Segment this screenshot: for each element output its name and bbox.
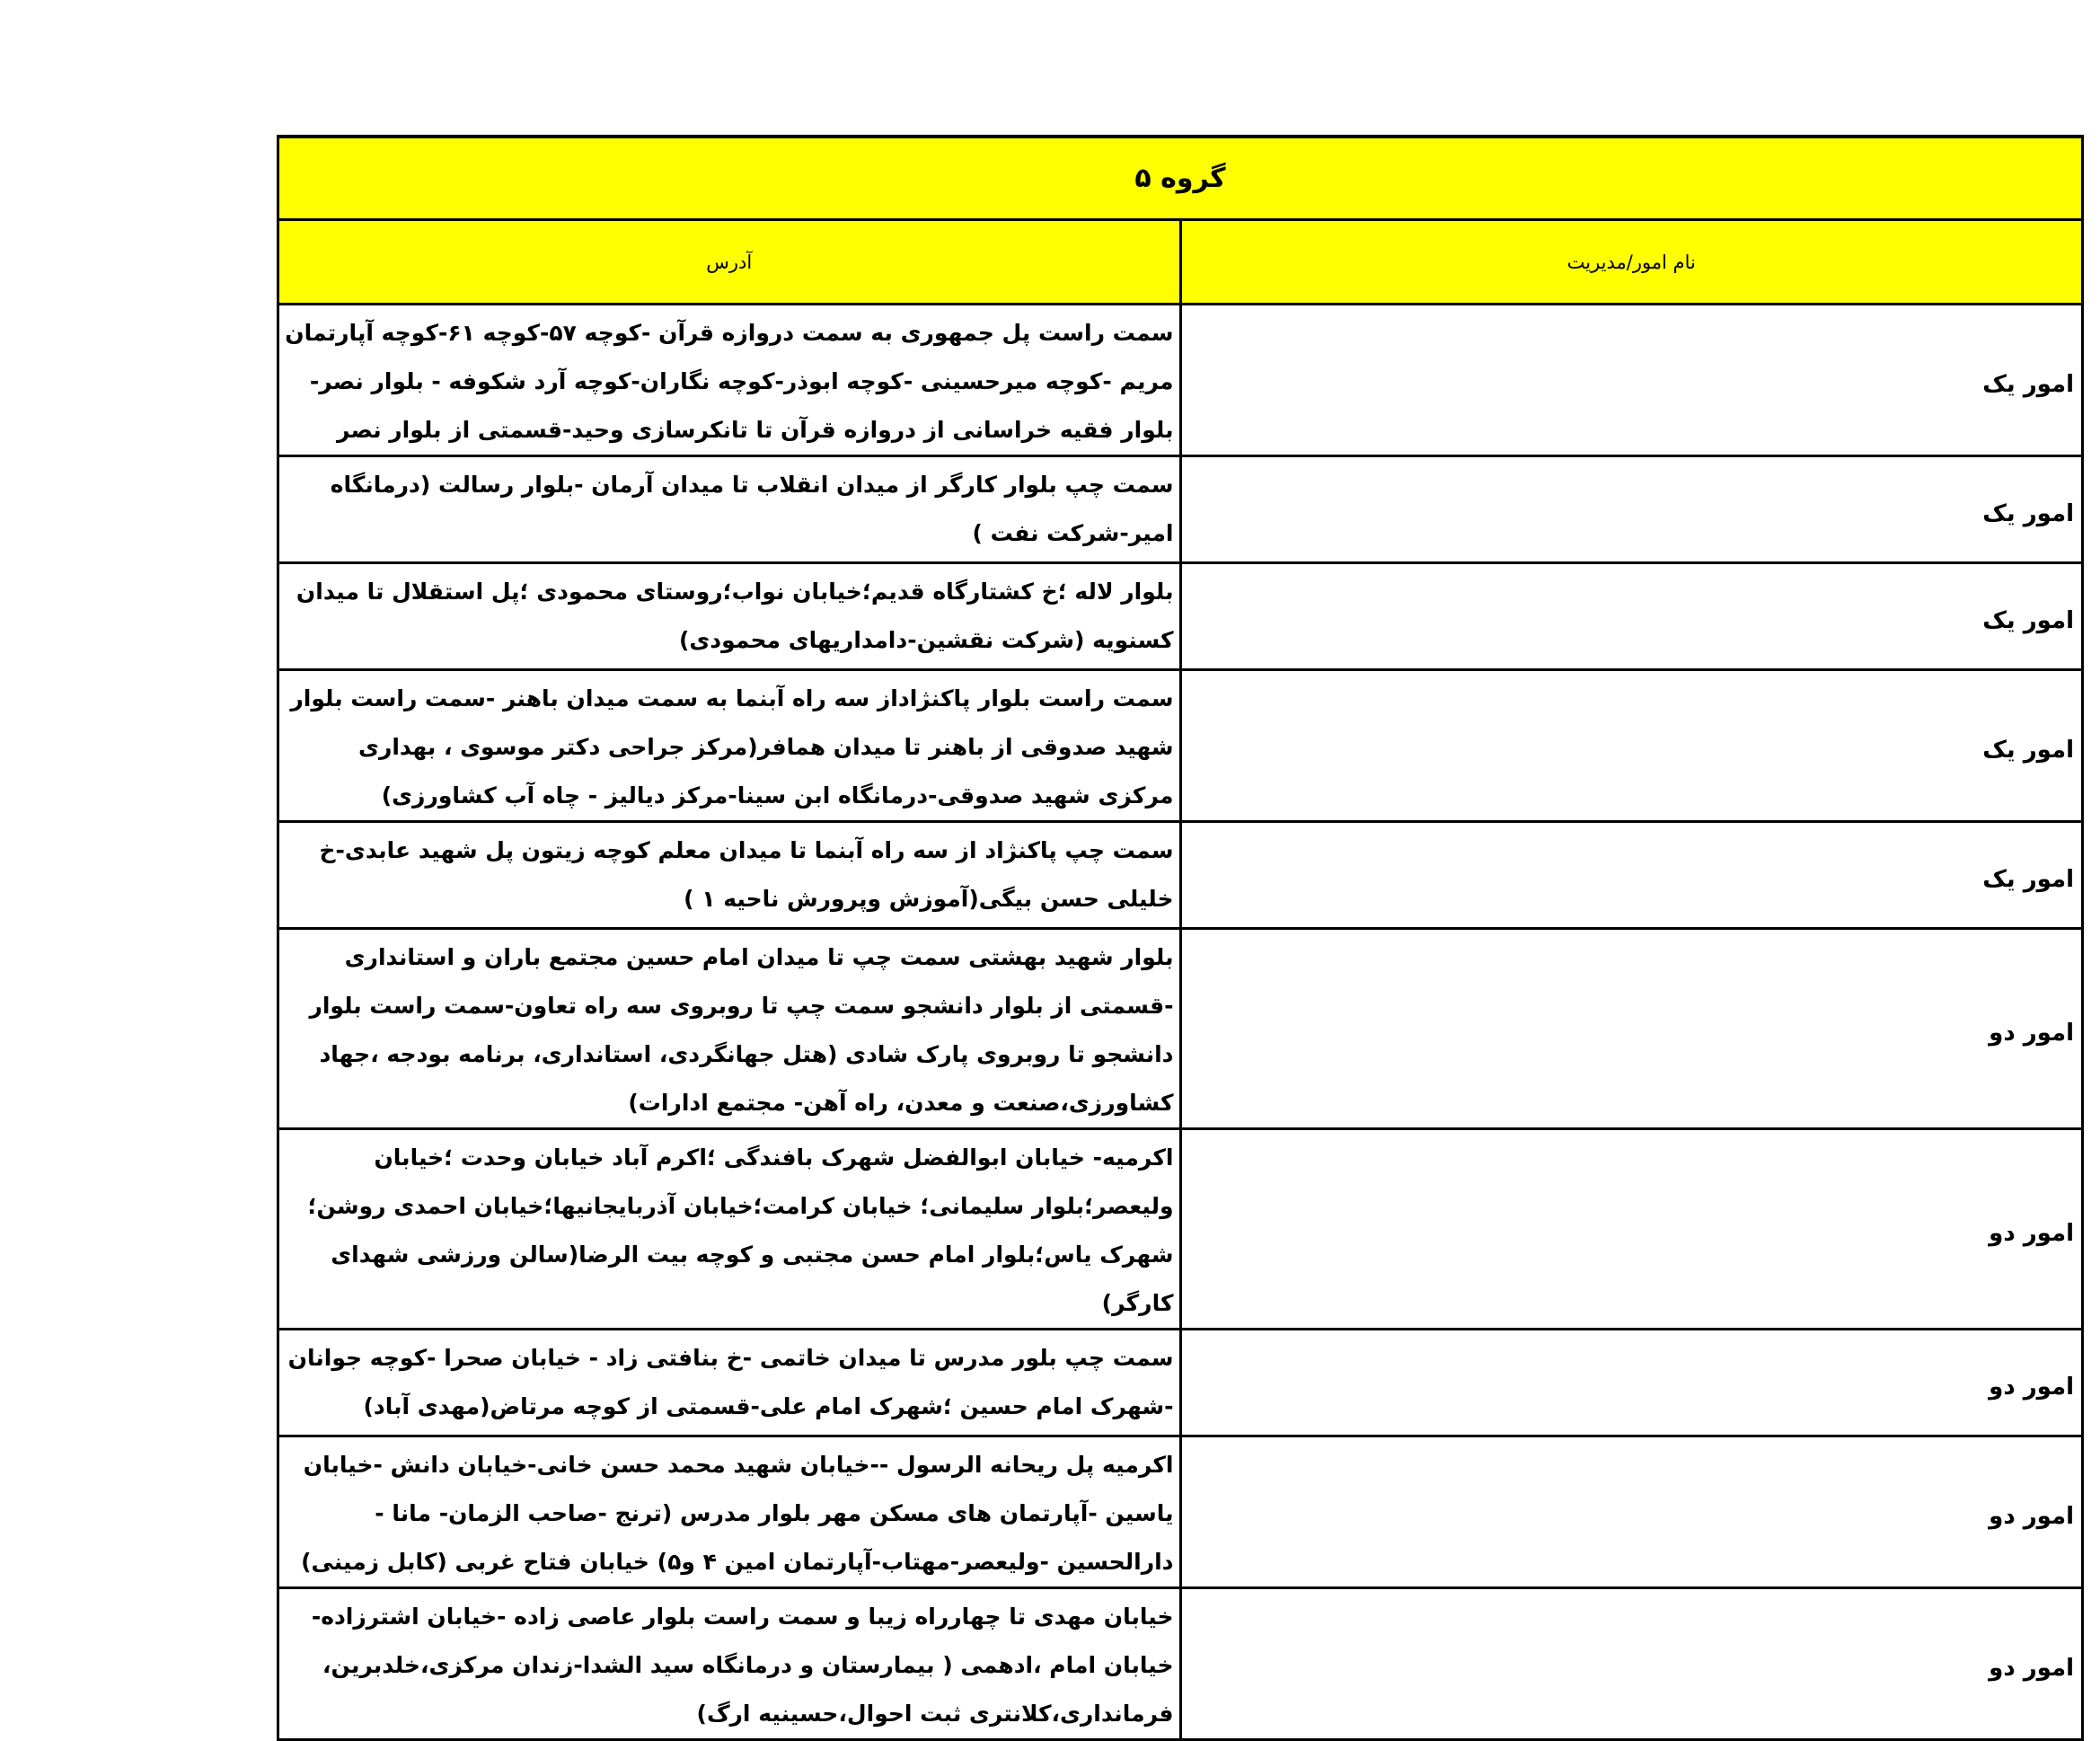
admin-cell: امور یک (1180, 456, 2083, 563)
outage-schedule-table (277, 135, 2084, 1741)
address-column-header: آدرس (278, 220, 1181, 305)
address-cell: سمت چپ بلور مدرس تا میدان خاتمی -خ بنافتی زاد - خیابان صحرا -کوچه جوانان -شهرک امام حسین ؛شهرک امام علی-قسمتی از کوچه مرتاض(مهدی آباد) (278, 1330, 1181, 1436)
admin-column-header: نام امور/مدیریت (1180, 220, 2083, 305)
table-header-row (278, 220, 2083, 305)
table-row (278, 1588, 2083, 1740)
address-cell: اکرمیه پل ریحانه الرسول --خیابان شهید محمد حسن خانی-خیابان دانش -خیابان یاسین -آپارتمان های مسکن مهر بلوار مدرس (ترنج -صاحب الزمان- مانا - دارالحسین -ولیعصر-مهتاب-آپارتمان امین ۴ و۵) خیابان فتاح غربی (کابل زمینی) (278, 1436, 1181, 1588)
table-title: گروه ۵ (278, 137, 2083, 220)
table-row (278, 456, 2083, 563)
admin-cell: امور دو (1180, 929, 2083, 1129)
address-cell: سمت راست بلوار پاکنژاداز سه راه آبنما به سمت میدان باهنر -سمت راست بلوار شهید صدوقی از باهنر تا میدان همافر(مرکز جراحی دکتر موسوی ، بهداری مرکزی شهید صدوقی-درمانگاه ابن سینا-مرکز دیالیز - چاه آب کشاورزی) (278, 670, 1181, 822)
table-row (278, 305, 2083, 456)
admin-cell: امور دو (1180, 1129, 2083, 1330)
table-row (278, 670, 2083, 822)
table-row (278, 1129, 2083, 1330)
address-cell: خیابان مهدی تا چهارراه زیبا و سمت راست بلوار عاصی زاده -خیابان اشترزاده-خیابان امام ،ادهمی ( بیمارستان و درمانگاه سید الشدا-زندان مرکزی،خلدبرین، فرمانداری،کلانتری ثبت احوال،حسینیه ارگ) (278, 1588, 1181, 1740)
admin-cell: امور یک (1180, 305, 2083, 456)
table-row (278, 1436, 2083, 1588)
table-row (278, 929, 2083, 1129)
table-row (278, 563, 2083, 670)
address-cell: اکرمیه- خیابان ابوالفضل شهرک بافندگی ؛اکرم آباد خیابان وحدت ؛خیابان ولیعصر؛بلوار سلیمانی؛ خیابان کرامت؛خیابان آذربایجانیها؛خیابان احمدی روشن؛شهرک یاس؛بلوار امام حسن مجتبی و کوچه بیت الرضا(سالن ورزشی شهدای کارگر) (278, 1129, 1181, 1330)
admin-cell: امور دو (1180, 1330, 2083, 1436)
address-cell: بلوار لاله ؛خ کشتارگاه قدیم؛خیابان نواب؛روستای محمودی ؛پل استقلال تا میدان کسنویه (شرکت نقشین-دامداریهای محمودی) (278, 563, 1181, 670)
admin-cell: امور دو (1180, 1436, 2083, 1588)
address-cell: سمت راست پل جمهوری به سمت دروازه قرآن -کوچه ۵۷-کوچه ۶۱-کوچه آپارتمان مریم -کوچه میرحسینی -کوچه ابوذر-کوچه نگاران-کوچه آرد شکوفه - بلوار نصر-بلوار فقیه خراسانی از دروازه قرآن تا تانکرسازی وحید-قسمتی از بلوار نصر (278, 305, 1181, 456)
admin-cell: امور دو (1180, 1588, 2083, 1740)
admin-cell: امور یک (1180, 670, 2083, 822)
admin-cell: امور یک (1180, 822, 2083, 929)
address-cell: بلوار شهید بهشتی سمت چپ تا میدان امام حسین مجتمع باران و استانداری -قسمتی از بلوار دانشجو سمت چپ تا روبروی سه راه تعاون-سمت راست بلوار دانشجو تا روبروی پارک شادی (هتل جهانگردی، استانداری، برنامه بودجه ،جهاد کشاورزی،صنعت و معدن، راه آهن- مجتمع ادارات) (278, 929, 1181, 1129)
table-row (278, 822, 2083, 929)
address-cell: سمت چپ پاکنژاد از سه راه آبنما تا میدان معلم کوچه زیتون پل شهید عابدی-خ خلیلی حسن بیگی(آموزش وپرورش ناحیه ۱ ) (278, 822, 1181, 929)
table-title-row (278, 137, 2083, 220)
admin-cell: امور یک (1180, 563, 2083, 670)
table-row (278, 1330, 2083, 1436)
address-cell: سمت چپ بلوار کارگر از میدان انقلاب تا میدان آرمان -بلوار رسالت (درمانگاه امیر-شرکت نفت ) (278, 456, 1181, 563)
